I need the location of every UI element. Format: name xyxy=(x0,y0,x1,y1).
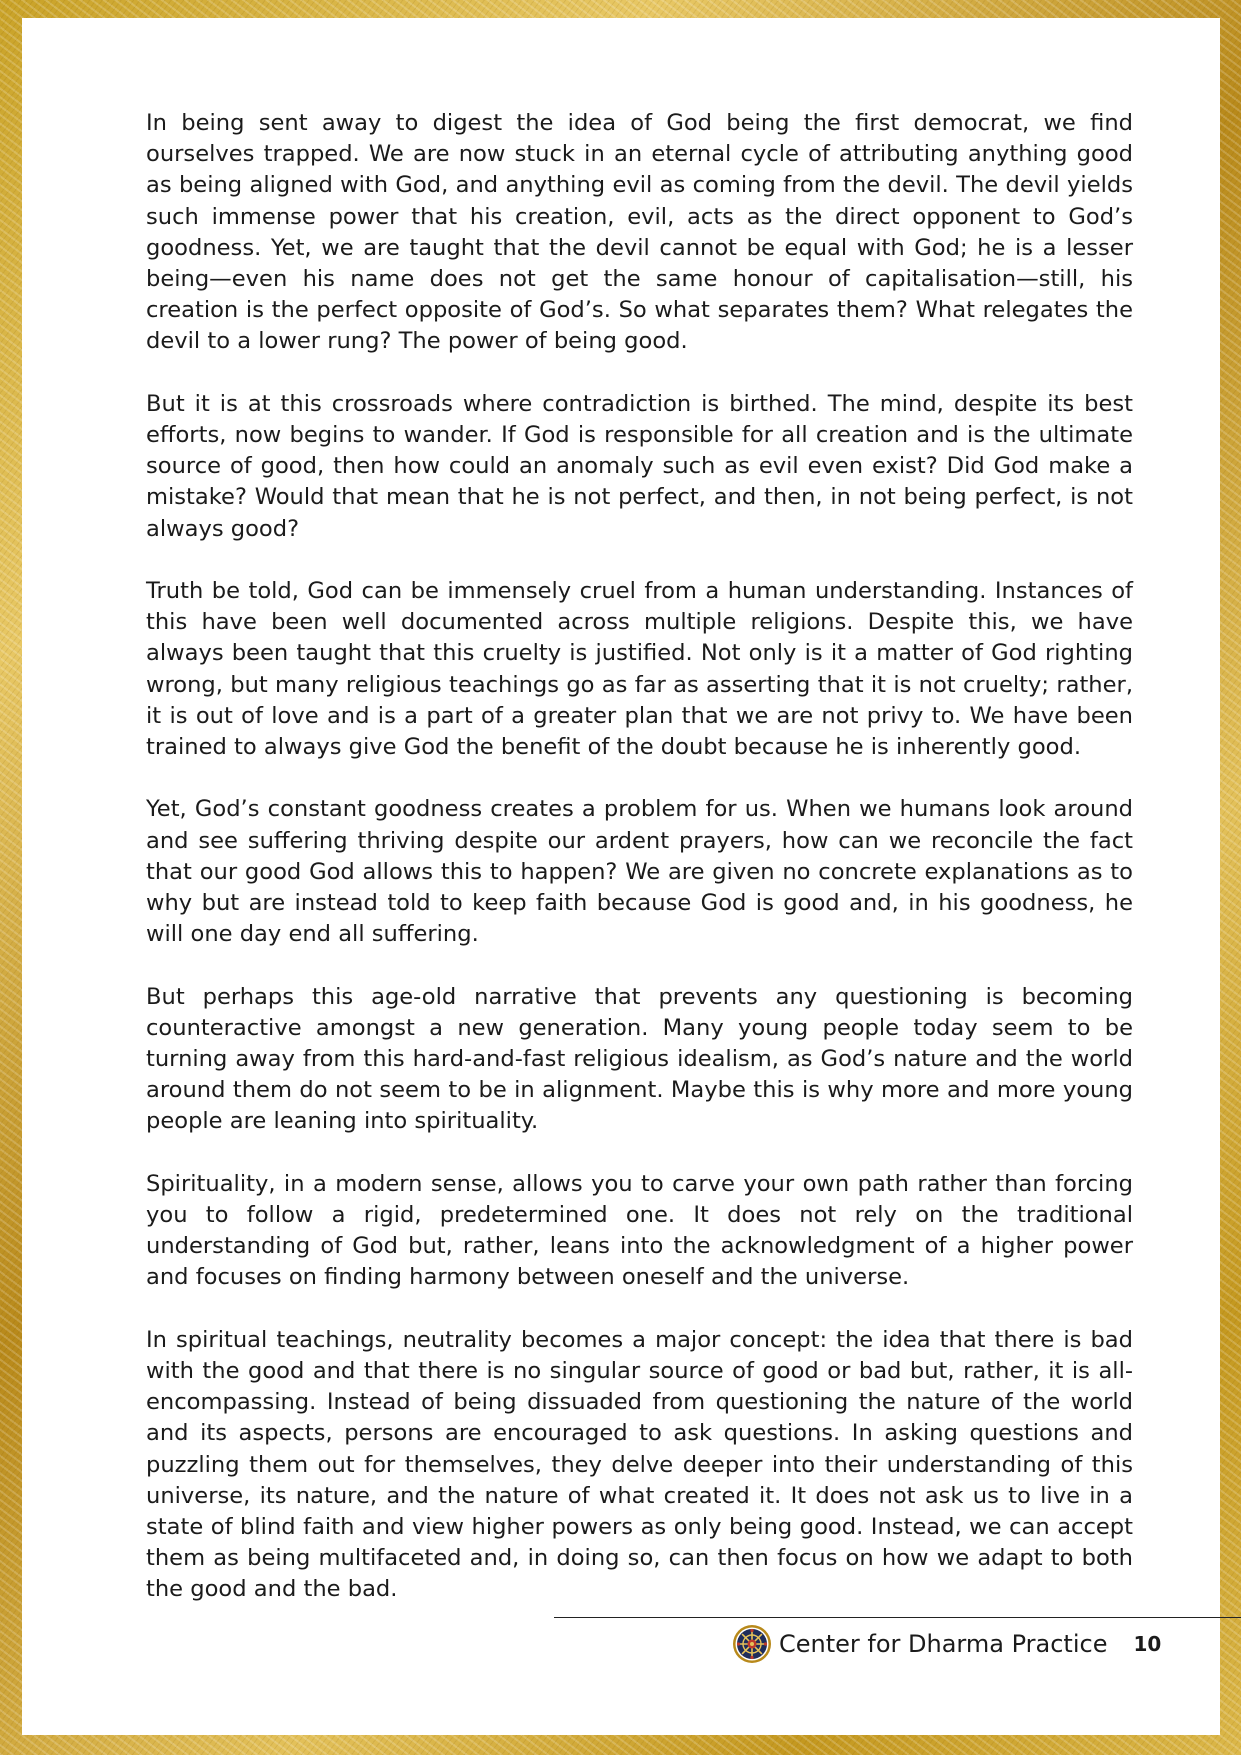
footer xyxy=(732,1622,1161,1666)
paragraph: In being sent away to digest the idea of God being the first democrat, we find ourselves trapped. We are now stuck in an eternal cycle of attributing anything good as being aligned with God, and anything evil as coming from the devil. The devil yields such immense power that his creation, evil, acts as the direct opponent to God’s goodness. Yet, we are taught that the devil cannot be equal with God; he is a lesser being—even his name does not get the same honour of capitalisation—still, his creation is the perfect opposite of God’s. So what separates them? What relegates the devil to a lower rung? The power of being good. xyxy=(146,110,1133,355)
page-number: 10 xyxy=(1133,1632,1162,1656)
article-body xyxy=(146,108,1133,1637)
paragraph: In spiritual teachings, neutrality becomes a major concept: the idea that there is bad with the good and that there is no singular source of good or bad but, rather, it is all-encompassing. Instead of being dissuaded from questioning the nature of the world and its aspects, persons are encouraged to ask questions. In asking questions and puzzling them out for themselves, they delve deeper into their understanding of this universe, its nature, and the nature of what created it. It does not ask us to live in a state of blind faith and view higher powers as only being good. Instead, we can accept them as being multifaceted and, in doing so, can then focus on how we adapt to both the good and the bad. xyxy=(146,1326,1133,1603)
paragraph: Spirituality, in a modern sense, allows you to carve your own path rather than forcing you to follow a rigid, predetermined one. It does not rely on the traditional understanding of God but, rather, leans into the acknowledgment of a higher power and focuses on finding harmony between oneself and the universe. xyxy=(146,1170,1133,1291)
page-sheet xyxy=(22,18,1220,1735)
paragraph: But perhaps this age-old narrative that prevents any questioning is becoming counteractive amongst a new generation. Many young people today seem to be turning away from this hard-and-fast religious idealism, as God’s nature and the world around them do not seem to be in alignment. Maybe this is why more and more young people are leaning into spirituality. xyxy=(146,983,1133,1135)
paragraph: Truth be told, God can be immensely cruel from a human understanding. Instances of this have been well documented across multiple religions. Despite this, we have always been taught that this cruelty is justified. Not only is it a matter of God righting wrong, but many religious teachings go as far as asserting that it is not cruelty; rather, it is out of love and is a part of a greater plan that we are not privy to. We have been trained to always give God the benefit of the doubt because he is inherently good. xyxy=(146,578,1133,761)
paragraph: Yet, God’s constant goodness creates a problem for us. When we humans look around and see suffering thriving despite our ardent prayers, how can we reconcile the fact that our good God allows this to happen? We are given no concrete explanations as to why but are instead told to keep faith because God is good and, in his goodness, he will one day end all suffering. xyxy=(146,796,1133,948)
dharma-wheel-emblem-icon xyxy=(732,1624,772,1664)
footer-divider xyxy=(554,1617,1241,1618)
organization-name: Center for Dharma Practice xyxy=(779,1630,1108,1658)
paragraph: But it is at this crossroads where contradiction is birthed. The mind, despite its best efforts, now begins to wander. If God is responsible for all creation and is the ultimate source of good, then how could an anomaly such as evil even exist? Did God make a mistake? Would that mean that he is not perfect, and then, in not being perfect, is not always good? xyxy=(146,390,1133,542)
